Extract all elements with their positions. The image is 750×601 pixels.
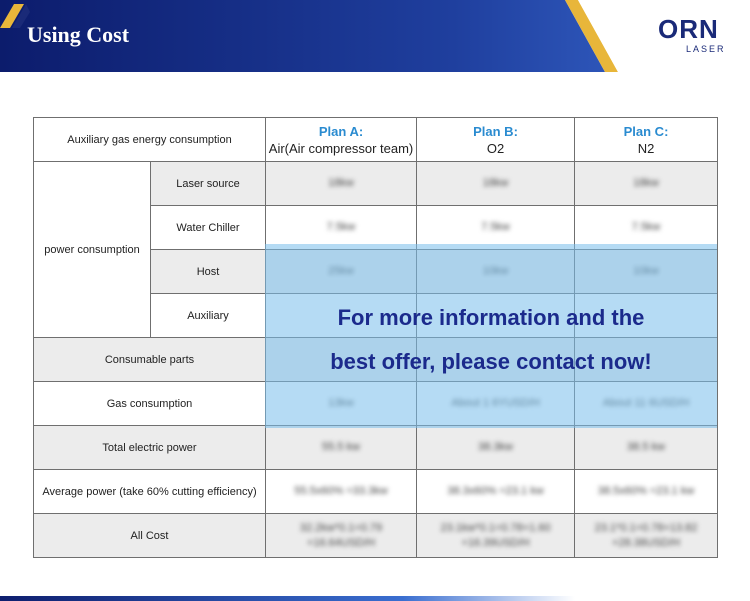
contact-message: [265, 296, 717, 384]
footer-accent-line: [0, 596, 575, 601]
table-row: [34, 426, 718, 470]
blurred-value: 23.1*0.1=0.78+13.82 +28.38USD/H: [594, 521, 698, 549]
value-cell: [266, 206, 417, 250]
table-row: [34, 514, 718, 558]
row-label: Auxiliary: [151, 294, 266, 338]
row-label: All Cost: [34, 514, 266, 558]
value-cell: [575, 162, 718, 206]
blurred-value: 7.5kw: [631, 221, 661, 233]
blurred-value: 55.5x60% =33.3kw: [294, 485, 388, 497]
value-cell: [417, 206, 575, 250]
header-label-cell: [34, 118, 266, 162]
value-cell: [266, 426, 417, 470]
group-label: power consumption: [44, 243, 140, 256]
plan-a-header: [266, 118, 417, 162]
row-label: Consumable parts: [34, 338, 266, 382]
value-cell: [266, 514, 417, 558]
header-label: Auxiliary gas energy consumption: [67, 133, 232, 146]
blurred-value: 7.5kw: [481, 221, 510, 233]
value-cell: [266, 470, 417, 514]
value-cell: [417, 426, 575, 470]
plan-a-name: Plan A:: [318, 123, 364, 139]
blurred-value: 18kw: [328, 177, 354, 189]
plan-c-gas: N2: [637, 140, 655, 156]
plan-a-gas: Air(Air compressor team): [268, 140, 414, 156]
orn-logo-icon: [0, 0, 100, 40]
plan-b-gas: O2: [486, 140, 505, 156]
table-row: [34, 470, 718, 514]
value-cell: [417, 470, 575, 514]
plan-b-name: Plan B:: [473, 123, 518, 139]
row-label: Total electric power: [34, 426, 266, 470]
row-label: Average power (take 60% cutting efficiency): [34, 470, 266, 514]
row-label: Laser source: [151, 162, 266, 206]
value-cell: [575, 470, 718, 514]
value-cell: [575, 426, 718, 470]
row-label: Water Chiller: [151, 206, 266, 250]
row-label: Gas consumption: [34, 382, 266, 426]
blurred-value: 38.5 kw: [627, 441, 665, 453]
logo-subtext: LASER: [686, 44, 726, 54]
blurred-value: 23.1kw*0.1=0.78+1.60 +16.39USD/H: [440, 521, 551, 549]
value-cell: [417, 162, 575, 206]
blurred-value: 55.5 kw: [322, 441, 360, 453]
table-row: [34, 162, 718, 206]
value-cell: [417, 514, 575, 558]
group-label-cell: [34, 162, 151, 338]
plan-c-name: Plan C:: [623, 123, 669, 139]
blurred-value: 18kw: [633, 177, 659, 189]
contact-message-line-1: For more information and the: [337, 305, 645, 330]
blurred-value: 7.5kw: [326, 221, 356, 233]
blurred-value: 18kw: [482, 177, 509, 189]
logo-text: ORN: [658, 14, 719, 44]
table-header-row: [34, 118, 718, 162]
plan-c-header: [575, 118, 718, 162]
blurred-value: 32.2kw*0.1=0.79 +16.64USD/H: [299, 521, 383, 549]
value-cell: [575, 206, 718, 250]
value-cell: [266, 162, 417, 206]
page-title: Using Cost: [27, 22, 130, 47]
row-label: Host: [151, 250, 266, 294]
blurred-value: 38.5x60% =23.1 kw: [597, 485, 695, 497]
header-banner: [0, 0, 750, 72]
contact-message-line-2: best offer, please contact now!: [330, 349, 652, 374]
blurred-value: 38.3x60% =23.1 kw: [447, 485, 544, 497]
value-cell: [575, 514, 718, 558]
blurred-value: 38.3kw: [478, 441, 513, 453]
plan-b-header: [417, 118, 575, 162]
